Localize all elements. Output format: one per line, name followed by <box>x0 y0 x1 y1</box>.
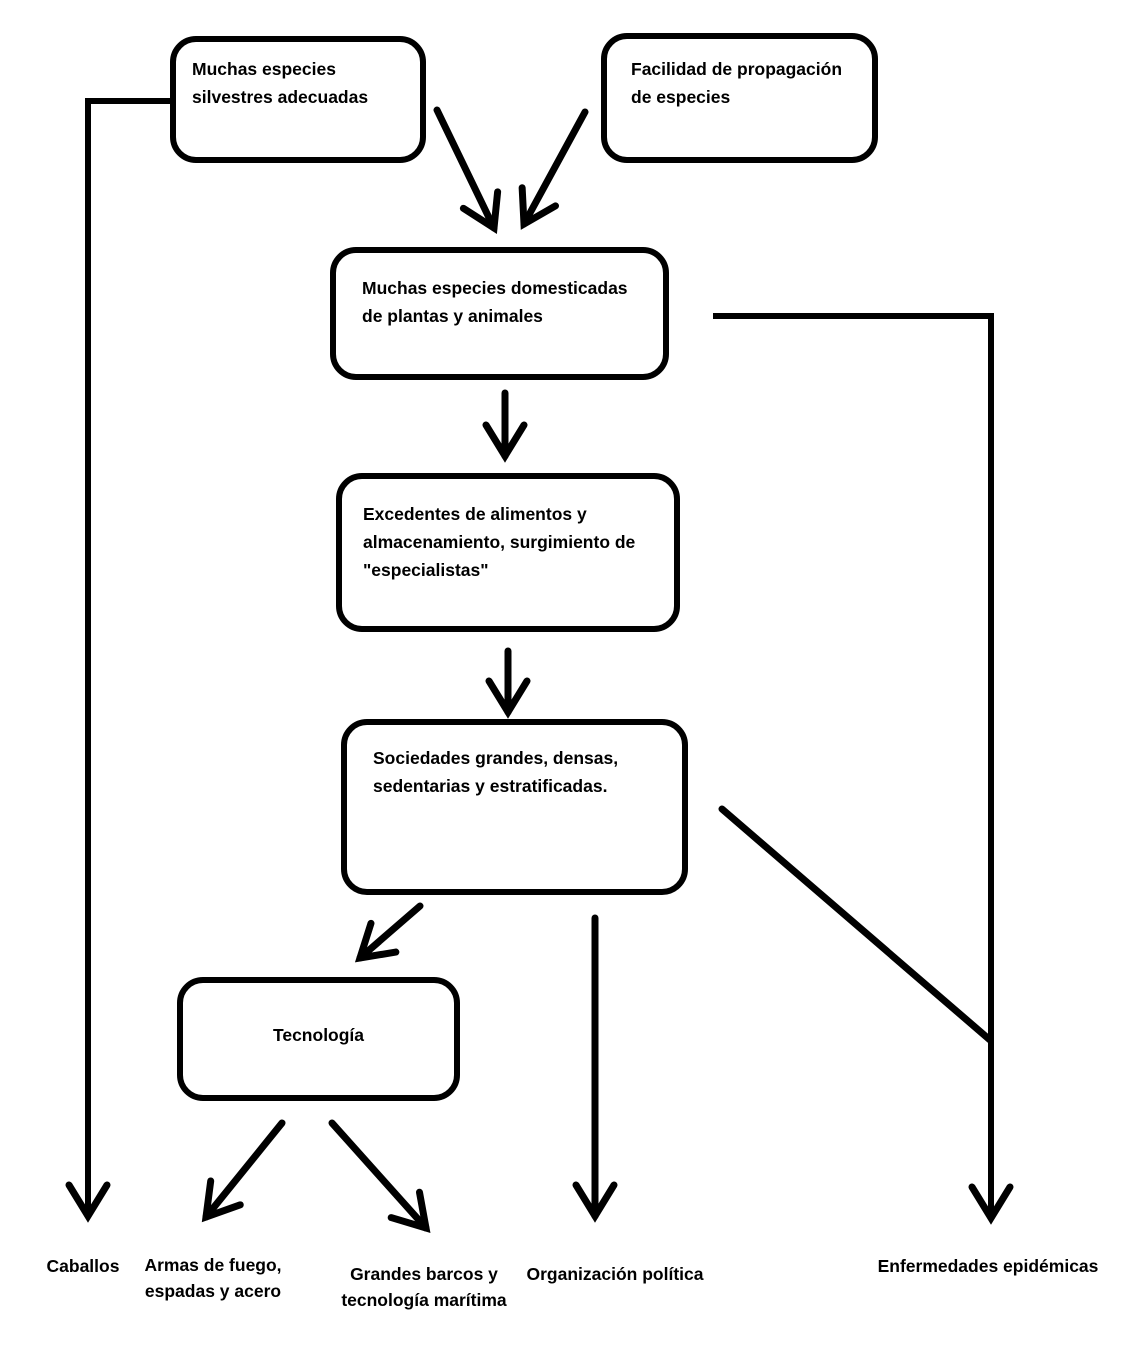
node-tecnologia-label: Tecnología <box>272 1025 365 1045</box>
arrow-tecnologia-to-armas <box>206 1123 282 1217</box>
node-sociedades-grandes <box>341 719 688 895</box>
node-facilidad-propagacion-label: Facilidad de propagación de especies <box>631 59 843 107</box>
leaf-enfermedades-epidemicas: Enfermedades epidémicas <box>877 1256 1099 1276</box>
leaf-grandes-barcos: Grandes barcos y tecnología marítima <box>341 1264 507 1311</box>
node-excedentes-alimentos <box>336 473 680 632</box>
arrow-domesticadas-to-enfermedades <box>713 316 991 1218</box>
node-sociedades-grandes-label: Sociedades grandes, densas, sedentarias y estratificadas. <box>373 748 619 796</box>
line-sociedades-to-enfermedades <box>722 809 990 1040</box>
node-especies-silvestres-label: Muchas especies silvestres adecuadas <box>192 59 369 107</box>
arrow-silvestres-to-domesticadas <box>437 110 494 228</box>
arrow-tecnologia-to-barcos <box>332 1123 426 1228</box>
node-especies-silvestres <box>170 36 426 163</box>
arrow-propagacion-to-domesticadas <box>524 112 585 224</box>
node-tecnologia <box>177 977 460 1101</box>
node-especies-domesticadas <box>330 247 669 380</box>
node-excedentes-alimentos-label: Excedentes de alimentos y almacenamiento, surgimiento de "especialistas" <box>363 504 636 580</box>
node-especies-domesticadas-label: Muchas especies domesticadas de plantas y animales <box>362 278 628 326</box>
leaf-caballos: Caballos <box>46 1256 120 1276</box>
arrow-silvestres-to-caballos <box>88 101 170 1216</box>
leaf-armas-de-fuego: Armas de fuego, espadas y acero <box>144 1255 282 1302</box>
node-facilidad-propagacion <box>601 33 878 163</box>
arrow-sociedades-to-tecnologia <box>360 906 420 958</box>
leaf-organizacion-politica: Organización política <box>526 1264 704 1284</box>
